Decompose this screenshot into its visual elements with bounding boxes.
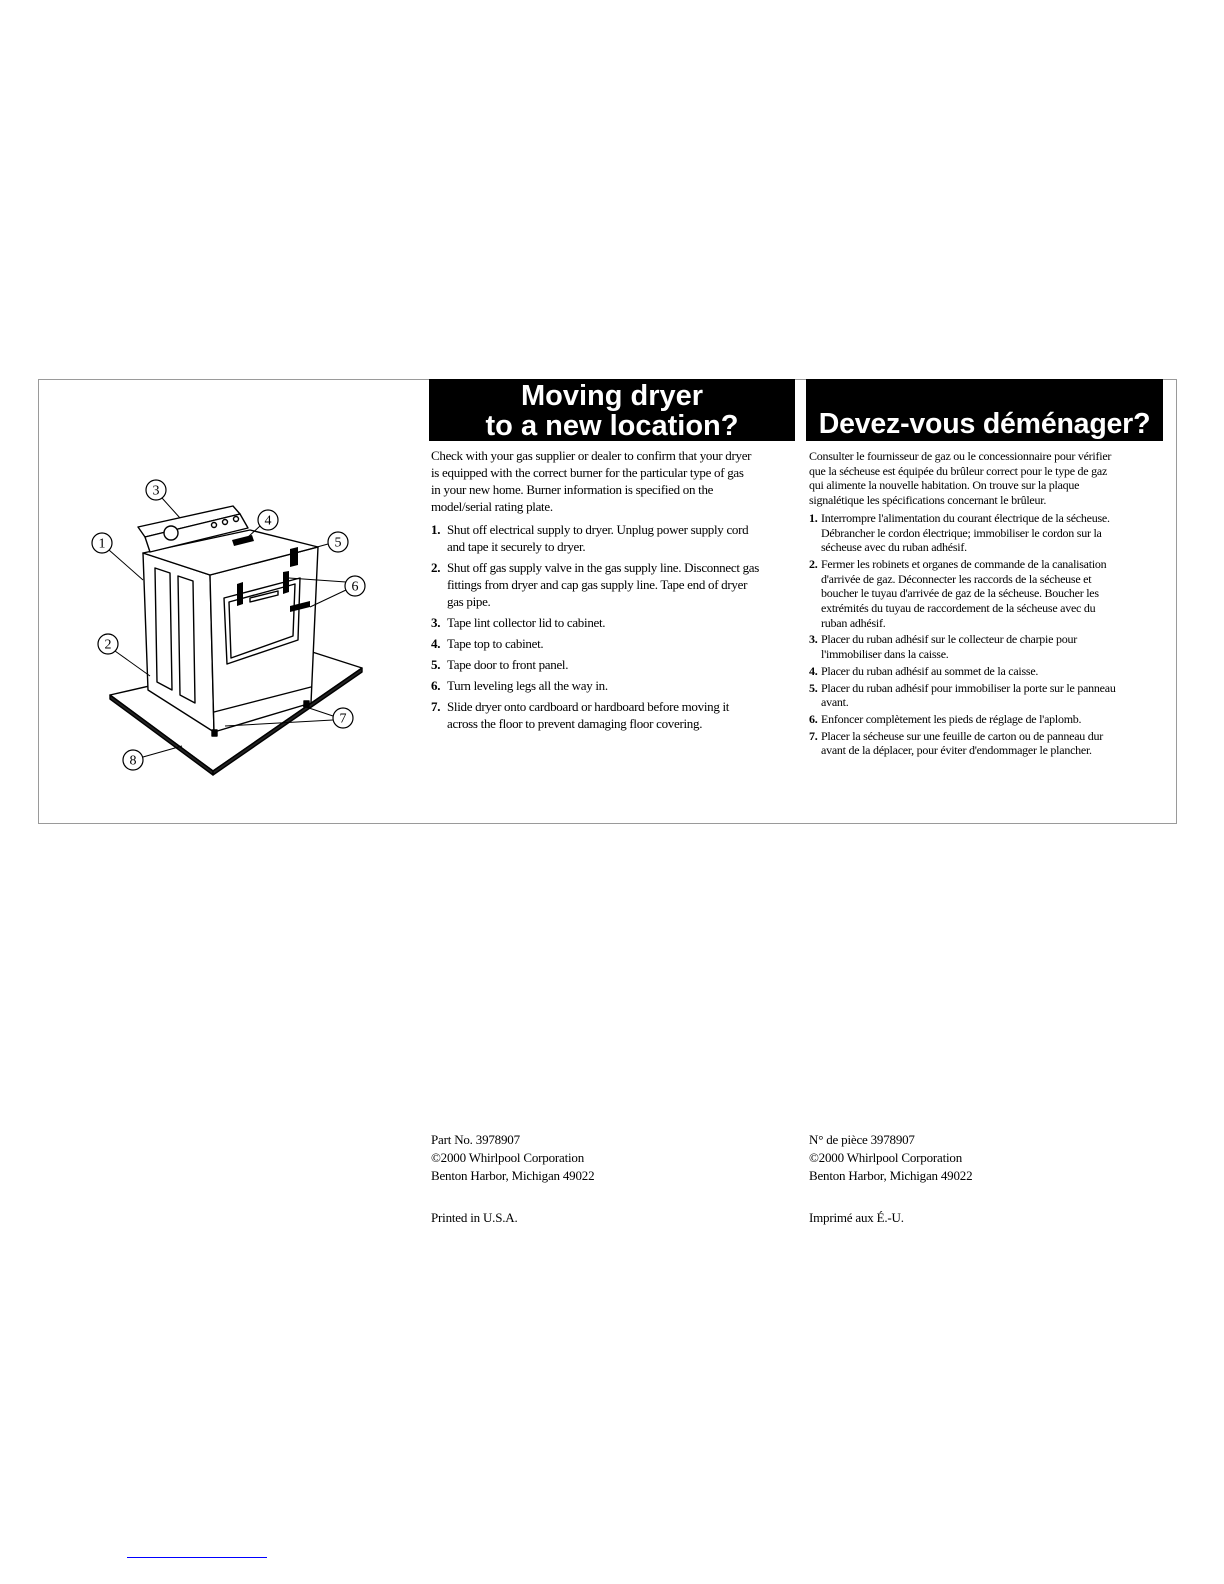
- leader-line: [303, 706, 333, 716]
- step-item: [809, 511, 1169, 555]
- step-number: 4.: [431, 636, 441, 651]
- text-line: Placer du ruban adhésif au sommet de la caisse.: [821, 663, 1039, 678]
- copyright: ©2000 Whirlpool Corporation: [809, 1150, 962, 1165]
- text-line: Check with your gas supplier or dealer to confirm that your dryer: [431, 448, 752, 463]
- dryer-diagram: [80, 470, 380, 780]
- leader-line: [143, 746, 182, 757]
- step-item: [431, 656, 783, 673]
- bottom-blue-rule: [127, 1557, 267, 1558]
- step-number: 2.: [809, 556, 818, 571]
- english-intro: [431, 447, 783, 515]
- step-text: [821, 729, 1169, 758]
- text-line: Slide dryer onto cardboard or hardboard before moving it: [447, 699, 730, 714]
- console-button: [223, 520, 228, 525]
- callout-number: 6: [351, 579, 359, 595]
- part-number: Part No. 3978907: [431, 1132, 520, 1147]
- french-intro: [809, 449, 1169, 508]
- text-line: Enfoncer complètement les pieds de réglage de l'aplomb.: [821, 711, 1082, 726]
- step-number: 6.: [431, 678, 441, 693]
- french-heading: [806, 379, 1163, 441]
- side-panel-recess: [178, 576, 195, 703]
- step-number: 5.: [809, 680, 818, 695]
- step-number: 2.: [431, 560, 441, 575]
- step-text: [821, 712, 1169, 727]
- text-line: l'immobiliser dans la caisse.: [821, 647, 949, 662]
- step-item: [431, 698, 783, 732]
- leader-line: [162, 498, 180, 518]
- console-dial: [164, 526, 178, 540]
- french-heading-text: Devez-vous déménager?: [818, 408, 1151, 440]
- text-line: across the floor to prevent damaging floor covering.: [447, 716, 703, 731]
- step-text: [821, 664, 1169, 679]
- part-number: N° de pièce 3978907: [809, 1132, 915, 1147]
- leader-line: [115, 651, 150, 676]
- leveling-leg: [212, 730, 217, 736]
- step-item: [431, 614, 783, 631]
- text-line: Placer la sécheuse sur une feuille de carton ou de panneau dur: [821, 728, 1104, 743]
- step-item: [809, 557, 1169, 631]
- step-number: 3.: [431, 615, 441, 630]
- printed-in: Imprimé aux É.-U.: [809, 1210, 904, 1225]
- text-line: gas pipe.: [447, 594, 491, 609]
- callout-number: 7: [339, 711, 347, 727]
- step-number: 1.: [809, 510, 818, 525]
- step-item: [431, 559, 783, 610]
- english-heading-line-2: to a new location?: [485, 410, 739, 441]
- text-line: model/serial rating plate.: [431, 499, 553, 514]
- french-footer: [809, 1131, 972, 1227]
- text-line: Tape lint collector lid to cabinet.: [447, 615, 606, 630]
- english-steps: [431, 521, 783, 732]
- text-line: Débrancher le cordon électrique; immobiliser le cordon sur la: [821, 525, 1102, 540]
- text-line: Fermer les robinets et organes de commande de la canalisation: [821, 556, 1107, 571]
- step-number: 4.: [809, 663, 818, 678]
- step-item: [809, 712, 1169, 727]
- step-text: [447, 656, 783, 673]
- text-line: qui alimente la nouvelle habitation. On trouve sur la plaque: [809, 478, 1080, 493]
- text-line: sécheuse avec du ruban adhésif.: [821, 540, 967, 555]
- step-text: [447, 521, 783, 555]
- step-text: [821, 557, 1169, 631]
- text-line: boucher le tuyau d'arrivée de gaz de la sécheuse. Boucher les: [821, 586, 1099, 601]
- tape-strip: [290, 547, 298, 567]
- step-text: [447, 698, 783, 732]
- callout-number: 1: [98, 536, 106, 552]
- text-line: Placer du ruban adhésif sur le collecteur de charpie pour: [821, 632, 1077, 647]
- step-text: [821, 511, 1169, 555]
- step-text: [447, 677, 783, 694]
- text-line: extrémités du tuyau de raccordement de la sécheuse avec du: [821, 601, 1096, 616]
- step-text: [821, 632, 1169, 661]
- text-line: d'arrivée de gaz. Déconnecter les raccords de la sécheuse et: [821, 571, 1092, 586]
- step-number: 3.: [809, 632, 818, 647]
- step-item: [431, 521, 783, 555]
- text-line: Turn leveling legs all the way in.: [447, 678, 608, 693]
- callout-number: 5: [334, 535, 342, 551]
- side-panel-recess: [155, 568, 172, 690]
- text-line: signalétique les spécifications concernant le brûleur.: [809, 493, 1047, 508]
- step-number: 5.: [431, 657, 441, 672]
- text-line: avant de la déplacer, pour éviter d'endommager le plancher.: [821, 743, 1092, 758]
- text-line: Shut off gas supply valve in the gas supply line. Disconnect gas: [447, 560, 760, 575]
- callout-number: 8: [129, 753, 137, 769]
- step-number: 1.: [431, 522, 441, 537]
- french-instructions: [809, 449, 1169, 760]
- text-line: Placer du ruban adhésif pour immobiliser la porte sur le panneau: [821, 680, 1116, 695]
- step-item: [431, 677, 783, 694]
- english-heading: [429, 379, 795, 441]
- step-text: [821, 681, 1169, 710]
- step-item: [431, 635, 783, 652]
- console-button: [234, 517, 239, 522]
- step-item: [809, 681, 1169, 710]
- text-line: ruban adhésif.: [821, 615, 886, 630]
- english-footer: [431, 1131, 594, 1227]
- step-item: [809, 729, 1169, 758]
- step-text: [447, 635, 783, 652]
- text-line: is equipped with the correct burner for the particular type of gas: [431, 465, 744, 480]
- callout-number: 2: [104, 637, 112, 653]
- text-line: Interrompre l'alimentation du courant électrique de la sécheuse.: [821, 510, 1110, 525]
- step-number: 6.: [809, 711, 818, 726]
- callout-number: 3: [152, 483, 160, 499]
- step-item: [809, 632, 1169, 661]
- text-line: avant.: [821, 695, 849, 710]
- console-button: [212, 523, 217, 528]
- step-number: 7.: [431, 699, 441, 714]
- step-text: [447, 614, 783, 631]
- address: Benton Harbor, Michigan 49022: [431, 1168, 595, 1183]
- text-line: Tape top to cabinet.: [447, 636, 544, 651]
- tape-strip: [283, 571, 289, 594]
- text-line: and tape it securely to dryer.: [447, 539, 586, 554]
- text-line: Consulter le fournisseur de gaz ou le concessionnaire pour vérifier: [809, 449, 1112, 463]
- tape-strip: [237, 582, 243, 606]
- copyright: ©2000 Whirlpool Corporation: [431, 1150, 584, 1165]
- text-line: que la sécheuse est équipée du brûleur correct pour le type de gaz: [809, 463, 1108, 478]
- english-instructions: [431, 447, 783, 736]
- printed-in: Printed in U.S.A.: [431, 1210, 518, 1225]
- english-heading-line-1: Moving dryer: [520, 380, 704, 412]
- text-line: in your new home. Burner information is specified on the: [431, 482, 714, 497]
- callout-number: 4: [264, 513, 272, 529]
- leader-line: [109, 550, 143, 580]
- step-text: [447, 559, 783, 610]
- text-line: Shut off electrical supply to dryer. Unplug power supply cord: [447, 522, 749, 537]
- text-line: Tape door to front panel.: [447, 657, 569, 672]
- address: Benton Harbor, Michigan 49022: [809, 1168, 973, 1183]
- step-item: [809, 664, 1169, 679]
- french-steps: [809, 511, 1169, 758]
- text-line: fittings from dryer and cap gas supply line. Tape end of dryer: [447, 577, 748, 592]
- step-number: 7.: [809, 728, 818, 743]
